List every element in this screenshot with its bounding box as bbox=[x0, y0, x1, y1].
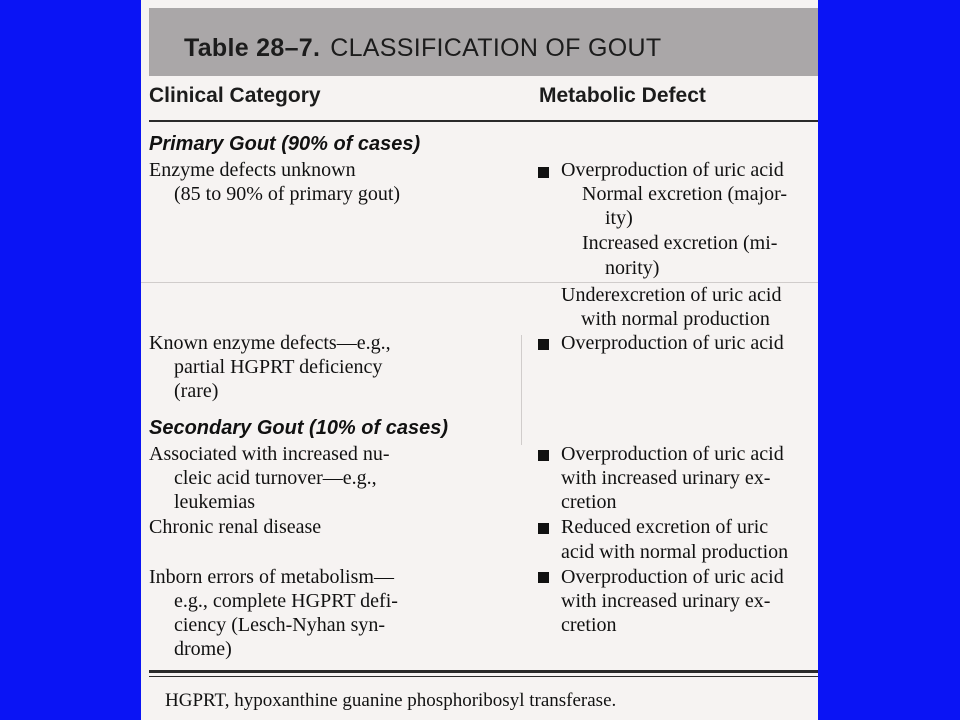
category-inborn-line4: drome) bbox=[174, 638, 232, 660]
defect-line: Overproduction of uric acid bbox=[561, 159, 784, 181]
defect-line: nority) bbox=[605, 257, 660, 279]
category-enzyme-unknown-line1: Enzyme defects unknown bbox=[149, 159, 356, 181]
defect-line: ity) bbox=[605, 207, 633, 229]
bullet-square-icon bbox=[538, 572, 549, 583]
bullet-square-icon bbox=[538, 523, 549, 534]
table-footnote: HGPRT, hypoxanthine guanine phosphoribosyl transferase. bbox=[165, 690, 617, 711]
table-title bbox=[184, 34, 661, 63]
defect-line: cretion bbox=[561, 491, 617, 513]
defect-line: Normal excretion (major- bbox=[582, 183, 788, 205]
category-inborn-line1: Inborn errors of metabolism— bbox=[149, 566, 394, 588]
table-title-bar bbox=[149, 8, 818, 76]
defect-line: acid with normal production bbox=[561, 541, 789, 563]
footer-rule-thin bbox=[149, 676, 818, 677]
category-known-enzyme-line2: partial HGPRT deficiency bbox=[174, 356, 383, 378]
table-page bbox=[141, 0, 818, 720]
bullet-square-icon bbox=[538, 339, 549, 350]
category-inborn-line3: ciency (Lesch-Nyhan syn- bbox=[174, 614, 386, 636]
fold-line-vertical bbox=[521, 335, 522, 445]
bullet-square-icon bbox=[538, 450, 549, 461]
defect-line: Increased excretion (mi- bbox=[582, 232, 778, 254]
column-header-metabolic: Metabolic Defect bbox=[539, 84, 706, 107]
section-heading-primary: Primary Gout (90% of cases) bbox=[149, 133, 421, 155]
header-rule bbox=[149, 120, 818, 122]
category-known-enzyme-line1: Known enzyme defects—e.g., bbox=[149, 332, 391, 354]
category-renal-line1: Chronic renal disease bbox=[149, 516, 322, 538]
category-nucleic-line2: cleic acid turnover—e.g., bbox=[174, 467, 377, 489]
footer-rule bbox=[149, 670, 818, 673]
defect-line: Overproduction of uric acid bbox=[561, 443, 784, 465]
table-title-text: CLASSIFICATION OF GOUT bbox=[330, 34, 662, 62]
category-inborn-line2: e.g., complete HGPRT defi- bbox=[174, 590, 398, 612]
defect-line: with increased urinary ex- bbox=[561, 467, 771, 489]
defect-line: Underexcretion of uric acid bbox=[561, 284, 782, 306]
defect-line: Reduced excretion of uric bbox=[561, 516, 769, 538]
defect-line: cretion bbox=[561, 614, 617, 636]
category-nucleic-line3: leukemias bbox=[174, 491, 256, 513]
defect-line: with increased urinary ex- bbox=[561, 590, 771, 612]
defect-line: with normal production bbox=[581, 308, 770, 330]
bullet-square-icon bbox=[538, 167, 549, 178]
category-known-enzyme-line3: (rare) bbox=[174, 380, 219, 402]
category-nucleic-line1: Associated with increased nu- bbox=[149, 443, 390, 465]
defect-line: Overproduction of uric acid bbox=[561, 566, 784, 588]
section-heading-secondary: Secondary Gout (10% of cases) bbox=[149, 417, 448, 439]
defect-line: Overproduction of uric acid bbox=[561, 332, 784, 354]
column-header-clinical: Clinical Category bbox=[149, 84, 321, 107]
table-number: Table 28–7. bbox=[184, 34, 321, 62]
category-enzyme-unknown-line2: (85 to 90% of primary gout) bbox=[174, 183, 401, 205]
